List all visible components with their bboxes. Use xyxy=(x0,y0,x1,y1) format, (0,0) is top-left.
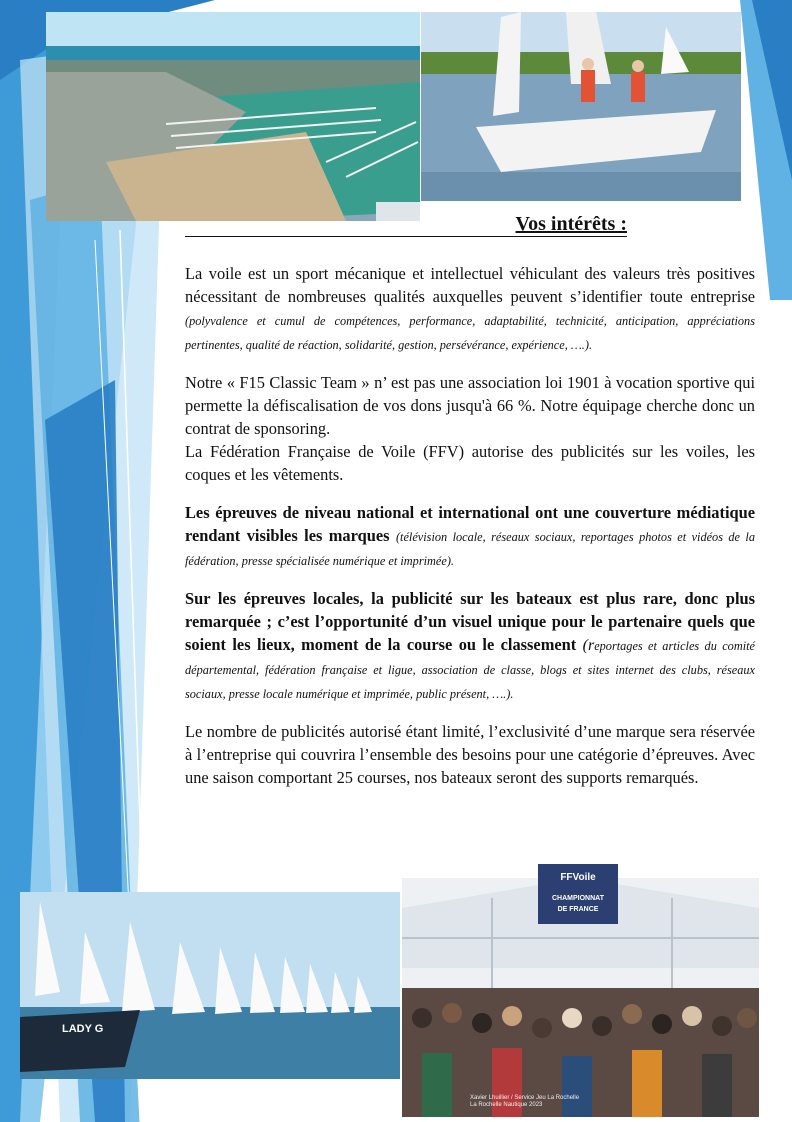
page-title: Vos intérêts : xyxy=(515,213,627,235)
paragraph-values-text: La voile est un sport mécanique et intellectuel véhiculant des valeurs très positives nécessitant de nombreuses qualités auxquelles peuvent s’identifier toute entreprise xyxy=(185,264,755,306)
paragraph-local-note: eportages et articles du comité départemental, fédération française et ligue, association de classe, blogs et sites internet des clubs, réseaux sociaux, presse locale numérique et imprimée, public présent, ….). xyxy=(185,639,755,701)
banner-line-1: CHAMPIONNAT xyxy=(552,895,604,902)
banner-line-2: DE FRANCE xyxy=(557,906,599,913)
paragraph-ffv-text: La Fédération Française de Voile (FFV) autorise des publicités sur les voiles, les coques et les vêtements. xyxy=(185,442,755,484)
banner-logo: FFVoile xyxy=(560,872,596,883)
boat-name-label: LADY G xyxy=(62,1023,104,1035)
paragraph-values xyxy=(185,262,755,356)
championship-tent-photo xyxy=(402,872,759,1117)
photo-credit xyxy=(470,1095,579,1109)
sailboat-photo xyxy=(421,12,741,201)
photo-credit-line-2: La Rochelle Nautique 2023 xyxy=(470,1102,543,1108)
paragraph-exclusivity xyxy=(185,720,755,789)
marina-aerial-photo xyxy=(46,12,420,221)
paragraph-values-note: (polyvalence et cumul de compétences, performance, adaptabilité, technicité, anticipation, appréciations pertinentes, qualité de réaction, solidarité, gestion, persévérance, expérience, ….). xyxy=(185,314,755,352)
paragraph-local-text: Sur les épreuves locales, la publicité sur les bateaux est plus rare, donc plus remarquée ; c’est l’opportunité d’un visuel unique pour le partenaire quels que soient les lieux, moment de la course ou le classement xyxy=(185,589,755,654)
heading-rule xyxy=(185,210,627,237)
body-text xyxy=(185,262,755,804)
paragraph-local xyxy=(185,587,755,705)
photo-credit-line-1: Xavier Lhuillier / Service Jeu La Rochelle xyxy=(470,1095,580,1101)
paragraph-exclusivity-text: Le nombre de publicités autorisé étant limité, l’exclusivité d’une marque sera réservée à l’entreprise qui couvrira l’ensemble des besoins pour une catégorie d’épreuves. Avec une saison comportant 25 courses, nos bateaux seront des supports remarqués. xyxy=(185,722,755,787)
paragraph-national-note: (télévision locale, réseaux sociaux, reportages photos et vidéos de la fédération, presse spécialisée numérique et imprimée). xyxy=(185,530,755,568)
paragraph-local-paren: (r xyxy=(582,637,595,654)
paragraph-national-text: Les épreuves de niveau national et international ont une couverture médiatique rendant visibles les marques xyxy=(185,503,755,545)
regatta-fleet-photo xyxy=(20,892,400,1079)
paragraph-sponsoring xyxy=(185,371,755,486)
paragraph-national xyxy=(185,501,755,572)
paragraph-sponsoring-text: Notre « F15 Classic Team » n’ est pas une association loi 1901 à vocation sportive qui permette la défiscalisation de vos dons jusqu'à 66 %. Notre équipage cherche donc un contrat de sponsoring. xyxy=(185,373,755,438)
